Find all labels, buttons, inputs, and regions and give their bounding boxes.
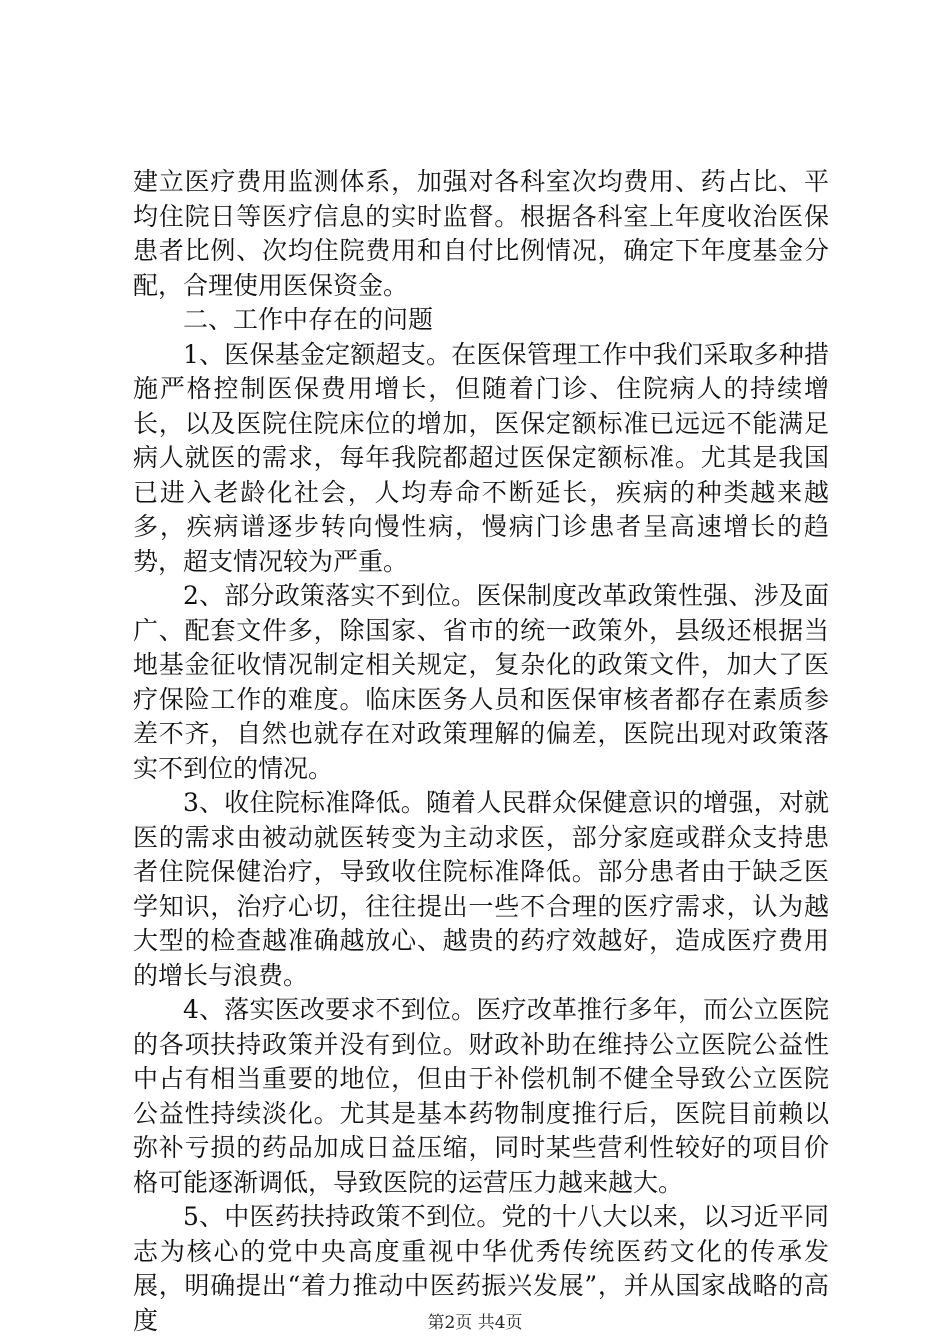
paragraph-problem-1: 1、医保基金定额超支。在医保管理工作中我们采取多种措施严格控制医保费用增长，但随着门诊、住院病人的持续增长，以及医院住院床位的增加，医保定额标准已远远不能满足病人就医的需求，每年我院都超过医保定额标准。尤其是我国已进入老龄化社会，人均寿命不断延长，疾病的种类越来越多，疾病谱逐步转向慢性病，慢病门诊患者呈高速增长的趋势，超支情况较为严重。	[133, 339, 829, 576]
paragraph-problem-2: 2、部分政策落实不到位。医保制度改革政策性强、涉及面广、配套文件多，除国家、省市的统一政策外，县级还根据当地基金征收情况制定相关规定，复杂化的政策文件，加大了医疗保险工作的难度。临床医务人员和医保审核者都存在素质参差不齐，自然也就存在对政策理解的偏差，医院出现对政策落实不到位的情况。	[133, 581, 829, 783]
paragraph-problem-5: 5、中医药扶持政策不到位。党的十八大以来，以习近平同志为核心的党中央高度重视中华优秀传统医药文化的传承发展，明确提出“着力推动中医药振兴发展”，并从国家战略的高度	[133, 1202, 829, 1335]
paragraph-intro-continuation: 建立医疗费用监测体系，加强对各科室次均费用、药占比、平均住院日等医疗信息的实时监督。根据各科室上年度收治医保患者比例、次均住院费用和自付比例情况，确定下年度基金分配，合理使用医保资金。	[133, 167, 829, 300]
page-number-footer: 第2页 共4页	[427, 1313, 523, 1333]
document-body	[133, 165, 829, 1338]
paragraph-problem-3: 3、收住院标准降低。随着人民群众保健意识的增强，对就医的需求由被动就医转变为主动求医，部分家庭或群众支持患者住院保健治疗，导致收住院标准降低。部分患者由于缺乏医学知识，治疗心切，往往提出一些不合理的医疗需求，认为越大型的检查越准确越放心、越贵的药疗效越好，造成医疗费用的增长与浪费。	[133, 788, 829, 990]
paragraph-problem-4: 4、落实医改要求不到位。医疗改革推行多年，而公立医院的各项扶持政策并没有到位。财政补助在维持公立医院公益性中占有相当重要的地位，但由于补偿机制不健全导致公立医院公益性持续淡化。尤其是基本药物制度推行后，医院目前赖以弥补亏损的药品加成日益压缩，同时某些营利性较好的项目价格可能逐渐调低，导致医院的运营压力越来越大。	[133, 995, 829, 1197]
section-heading-problems: 二、工作中存在的问题	[183, 305, 434, 334]
